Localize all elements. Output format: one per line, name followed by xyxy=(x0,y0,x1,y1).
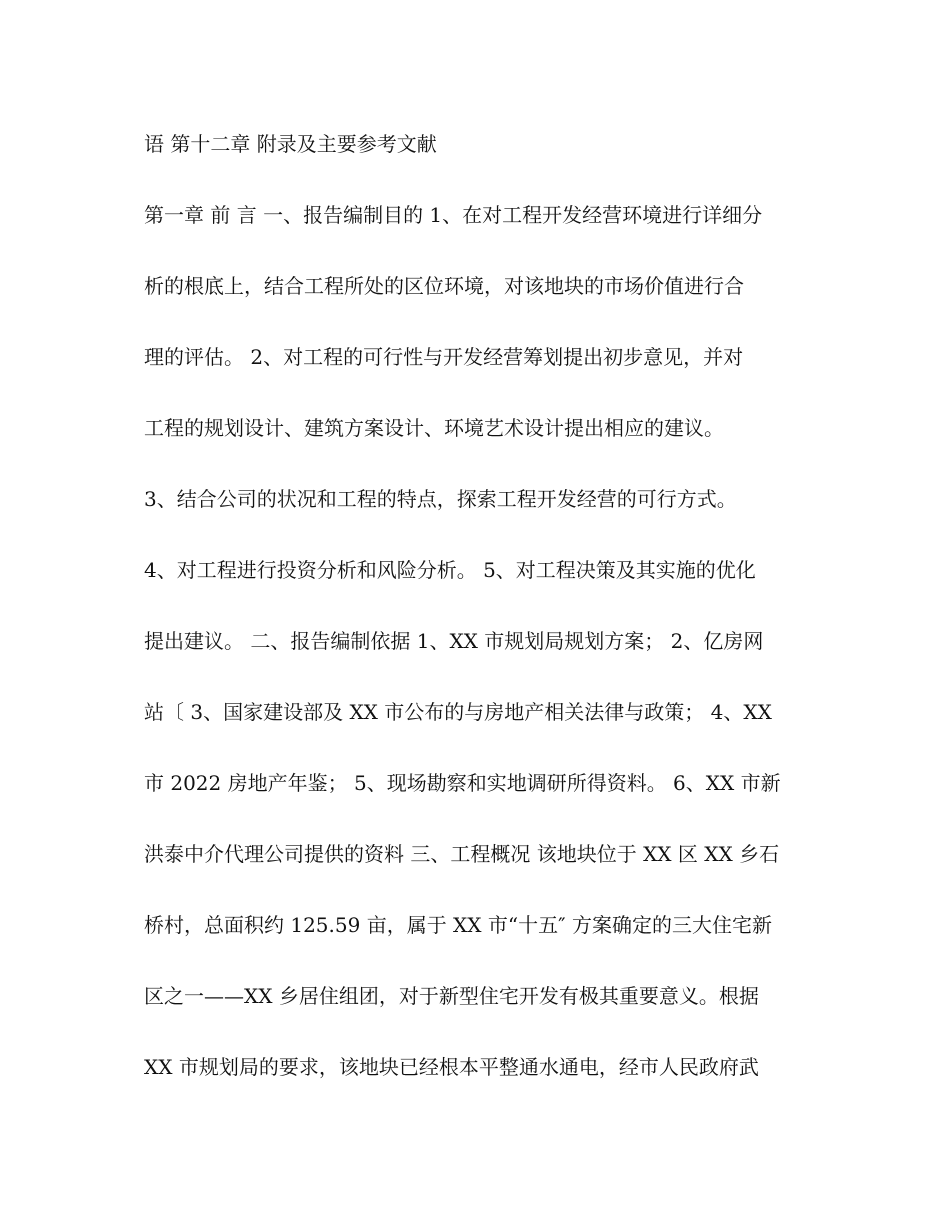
text-line: 第一章 前 言 一、报告编制目的 1、在对工程开发经营环境进行详细分 xyxy=(144,203,763,227)
text-line: 4、对工程进行投资分析和风险分析。 5、对工程决策及其实施的优化 xyxy=(144,558,756,582)
text-line: 3、结合公司的状况和工程的特点，探索工程开发经营的可行方式。 xyxy=(144,487,737,511)
text-line: 桥村，总面积约 125.59 亩，属于 XX 市“十五″ 方案确定的三大住宅新 xyxy=(144,913,772,937)
text-line: 市 2022 房地产年鉴； 5、现场勘察和实地调研所得资料。 6、XX 市新 xyxy=(144,771,781,795)
text-line: XX 市规划局的要求，该地块已经根本平整通水通电，经市人民政府武 xyxy=(144,1055,759,1079)
text-line: 区之一——XX 乡居住组团，对于新型住宅开发有极其重要意义。根据 xyxy=(144,984,759,1008)
text-line: 洪泰中介代理公司提供的资料 三、工程概况 该地块位于 XX 区 XX 乡石 xyxy=(144,842,780,866)
text-line: 站〔 3、国家建设部及 XX 市公布的与房地产相关法律与政策； 4、XX xyxy=(144,700,772,724)
text-line: 理的评估。 2、对工程的可行性与开发经营筹划提出初步意见，并对 xyxy=(144,345,744,369)
text-line: 析的根底上，结合工程所处的区位环境，对该地块的市场价值进行合 xyxy=(144,274,744,298)
text-line: 工程的规划设计、建筑方案设计、环境艺术设计提出相应的建议。 xyxy=(144,416,724,440)
text-line: 提出建议。 二、报告编制依据 1、XX 市规划局规划方案； 2、亿房网 xyxy=(144,629,764,653)
text-line: 语 第十二章 附录及主要参考文献 xyxy=(144,132,437,156)
